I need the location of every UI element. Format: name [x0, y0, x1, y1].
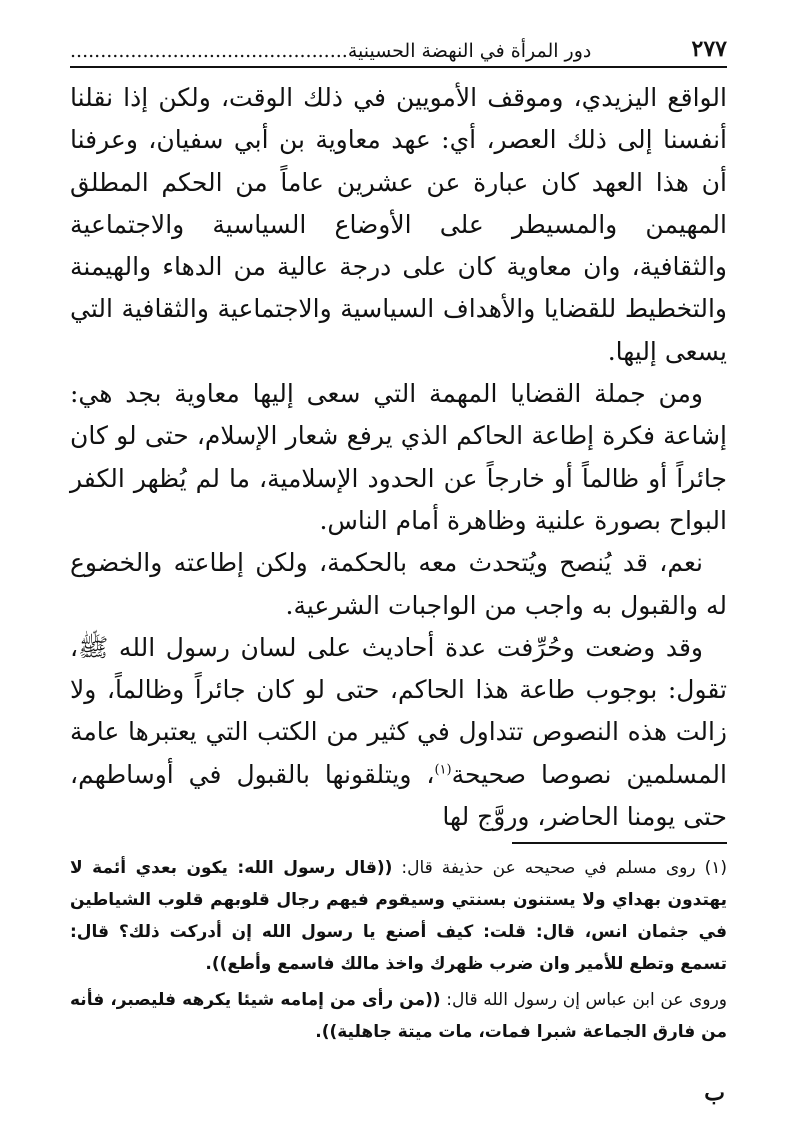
- body-paragraph-4: [70, 627, 727, 838]
- footnote-separator: [512, 842, 727, 844]
- paragraph-4-text-end: ، ويتلقونها بالقبول في أوساطهم، حتى يومنا الحاضر، وروَّج لها: [70, 759, 727, 832]
- paragraph-4-text-start: وقد وضعت وحُرِّفت عدة أحاديث على لسان رسول الله ﷺ، تقول: بوجوب طاعة هذا الحاكم، حتى لو كان جائراً وظالماً، ولا زالت هذه النصوص تتداول في كثير من الكتب التي يعتبرها عامة المسلمين نصوصا صحيحة: [70, 632, 728, 789]
- footnotes: [70, 852, 727, 1048]
- page-signature-mark: ب: [704, 1080, 725, 1106]
- body-paragraph-2: ومن جملة القضايا المهمة التي سعى إليها معاوية بجد هي: إشاعة فكرة إطاعة الحاكم الذي يرفع شعار الإسلام، حتى لو كان جائراً أو ظالماً أو خارجاً عن الحدود الإسلامية، ما لم يُظهر الكفر البواح بصورة علنية وظاهرة أمام الناس.: [70, 379, 727, 535]
- footnote-1-quote: ((قال رسول الله: يكون بعدي أئمة لا يهتدون بهداي ولا يستنون بسنتي وسيقوم فيهم رجال قلوبهم قلوب الشياطين في جثمان انس، قال: قلت: كيف أصنع يا رسول الله إن أدركت ذلك؟ قال: تسمع وتطع للأمير وان ضرب ظهرك واخذ مالك فاسمع وأطع)).: [70, 858, 727, 974]
- body-paragraph-3: نعم، قد يُنصح ويُتحدث معه بالحكمة، ولكن إطاعته والخضوع له والقبول به واجب من الواجبات الشرعية.: [70, 548, 727, 620]
- footnote-1-intro: (١) روى مسلم في صحيحه عن حذيفة قال:: [392, 858, 727, 878]
- footnote-reference[interactable]: (١): [434, 762, 452, 778]
- body-paragraph-1: الواقع اليزيدي، وموقف الأمويين في ذلك الوقت، ولكن إذا نقلنا أنفسنا إلى ذلك العصر، أي: عهد معاوية بن أبي سفيان، وعرفنا أن هذا العهد كان عبارة عن عشرين عاماً من الحكم المطلق المهيمن والمسيطر على الأوضاع السياسية والاجتماعية والثقافية، وان معاوية كان على درجة عالية من الدهاء والهيمنة والتخطيط للقضايا والأهداف السياسية والاجتماعية والثقافية التي يسعى إليها.: [70, 83, 727, 366]
- footnote-2-quote: ((من رأى من إمامه شيئا يكرهه فليصبر، فأنه من فارق الجماعة شبرا فمات، مات ميتة جاهلية)).: [70, 990, 727, 1042]
- footnote-2: [70, 984, 727, 1048]
- running-header: [70, 30, 727, 68]
- footnote-2-intro: وروى عن ابن عباس إن رسول الله قال:: [440, 990, 727, 1010]
- footnote-1: [70, 852, 727, 980]
- header-title: دور المرأة في النهضة الحسينية..............................................: [70, 40, 592, 62]
- main-text: [70, 77, 727, 838]
- page-number: ٢٧٧: [691, 36, 727, 62]
